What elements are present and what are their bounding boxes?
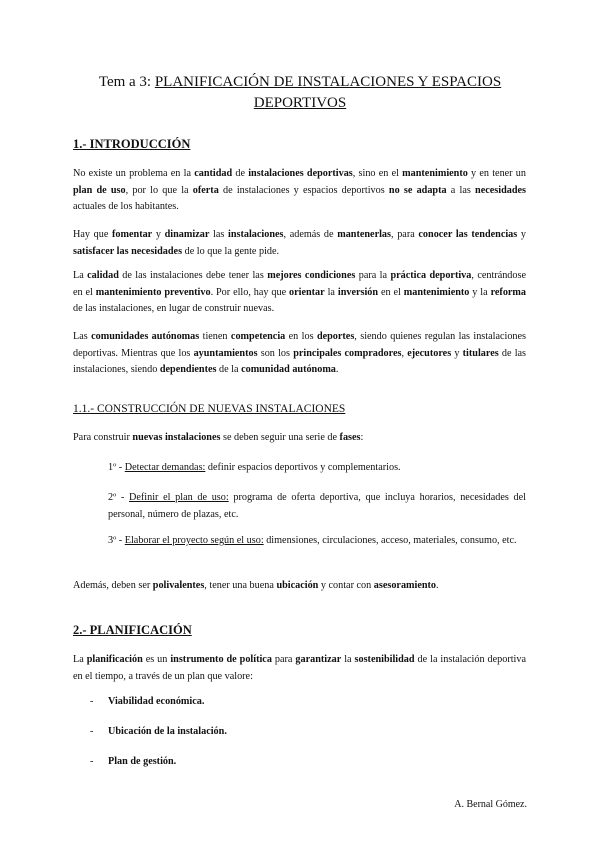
text-run: tienen (199, 331, 231, 342)
section-1-paragraph-3 (73, 268, 526, 318)
text-run: para la (355, 270, 391, 281)
bold-term: mantenimiento (402, 168, 468, 179)
bold-term: ubicación (276, 580, 319, 591)
text-run: , además de (283, 229, 338, 240)
text-run: , por lo que la (125, 184, 193, 196)
section-1-paragraph-4 (73, 329, 526, 379)
phase-label: Detectar demandas: (124, 462, 206, 473)
bold-term: principales compradores (293, 347, 402, 359)
bullet-item-1 (90, 696, 204, 707)
bold-term: comunidad autónoma (241, 364, 336, 375)
phase-text: programa de oferta deportiva, que incluya horarios, necesidades del personal, número de plazas, etc. (108, 492, 526, 520)
text-run: Las (73, 331, 92, 342)
section-1-paragraph-1 (73, 166, 526, 216)
text-run: , centrándose en el (73, 270, 526, 298)
phase-item-3 (108, 533, 526, 550)
text-run: , siendo quienes regulan las instalaciones deportivas. Mientras que los (73, 331, 526, 359)
title-main-line-1: PLANIFICACIÓN DE INSTALACIONES Y ESPACIOS (154, 74, 502, 90)
bold-term: necesidades (475, 184, 526, 196)
bold-term: deportes (316, 331, 355, 342)
text-run: y contar con (318, 580, 374, 591)
bold-term: mejores condiciones (267, 270, 356, 281)
bold-term: sostenibilidad (354, 654, 415, 665)
page-footer-author: A. Bernal Gómez. (454, 799, 527, 810)
bold-term: competencia (230, 331, 286, 342)
bullet-item-3 (90, 756, 176, 767)
phase-label: Definir el plan de uso: (129, 492, 229, 503)
text-run: la (341, 654, 355, 665)
bold-term: oferta (192, 184, 219, 196)
text-run: , (401, 347, 408, 359)
text-run: en el (378, 286, 404, 298)
text-run: Hay que (73, 229, 113, 240)
text-run: es un (142, 654, 171, 665)
text-run: actuales de los habitantes. (73, 201, 179, 212)
bullet-item-2 (90, 726, 227, 737)
bold-term: mantenerlas (337, 229, 391, 240)
bold-term: mantenimiento preventivo (95, 286, 211, 298)
title-line-2 (60, 93, 540, 114)
text-run: , sino en el (352, 168, 403, 179)
document-title (60, 72, 540, 114)
bold-term: no se adapta (388, 184, 447, 196)
bold-term: fomentar (112, 229, 153, 240)
text-run: Además, deben ser (73, 580, 153, 591)
bold-term: inversión (337, 286, 379, 298)
section-1-paragraph-2 (73, 227, 526, 260)
bullet-text: Viabilidad económica. (108, 696, 205, 707)
bold-term: cantidad (194, 168, 233, 179)
subsection-outro (73, 578, 526, 595)
text-run: de las instalaciones debe tener las (118, 270, 268, 281)
text-run: Para construir (73, 432, 133, 443)
bold-term: planificación (86, 654, 143, 665)
text-run: de la instalación deportiva en el tiempo, a través de un plan que valore: (73, 654, 526, 682)
text-run: y la (469, 286, 491, 298)
text-run: : (360, 432, 364, 443)
text-run: . (335, 364, 339, 375)
text-run: La (73, 654, 87, 665)
section-2-paragraph-1 (73, 652, 526, 685)
bold-term: ejecutores (407, 347, 452, 359)
text-run: las (209, 229, 229, 240)
phase-item-1 (108, 460, 526, 477)
bullet-dash: - (90, 726, 94, 737)
text-run: de las instalaciones, siendo (73, 347, 527, 375)
text-run: . (436, 580, 439, 591)
text-run: y en tener un (467, 168, 526, 179)
bold-term: fases (339, 432, 361, 443)
bullet-dash: - (90, 696, 94, 707)
bold-term: satisfacer las necesidades (73, 245, 183, 257)
bold-term: reforma (490, 286, 527, 298)
bold-term: polivalentes (152, 580, 205, 591)
text-run: , para (390, 229, 419, 240)
text-run: y (517, 229, 526, 240)
bold-term: práctica deportiva (390, 270, 472, 281)
text-run: para (271, 654, 296, 665)
bold-term: garantizar (295, 654, 342, 665)
text-run: a las (446, 184, 476, 196)
phase-number: 3º - (108, 535, 125, 546)
phase-label: Elaborar el proyecto según el uso: (124, 535, 264, 546)
bold-term: instrumento de política (170, 654, 272, 665)
phase-number: 2º - (108, 492, 130, 503)
text-run: y (152, 229, 165, 240)
text-run: . Por ello, hay que (210, 286, 290, 298)
bullet-text: Plan de gestión. (108, 756, 177, 767)
phase-item-2 (108, 490, 526, 523)
bold-term: plan de uso (73, 184, 126, 196)
text-run: son los (257, 347, 294, 359)
subsection-intro (73, 430, 526, 447)
text-run: en los (285, 331, 317, 342)
text-run: No existe un problema en la (73, 168, 195, 179)
section-1-heading: 1.- INTRODUCCIÓN (73, 137, 191, 151)
bold-term: dependientes (159, 364, 217, 375)
phase-text: dimensiones, circulaciones, acceso, materiales, consumo, etc. (263, 535, 517, 546)
bold-term: instalaciones deportivas (248, 168, 353, 179)
section-2-heading: 2.- PLANIFICACIÓN (73, 623, 192, 637)
title-prefix: Tem a 3: (98, 74, 155, 90)
text-run: de (232, 168, 249, 179)
bold-term: nuevas instalaciones (132, 432, 221, 443)
title-main-line-2: DEPORTIVOS (253, 95, 347, 111)
phase-number: 1º - (108, 462, 125, 473)
bold-term: ayuntamientos (193, 347, 258, 359)
bold-term: comunidades autónomas (91, 331, 200, 342)
bold-term: conocer las tendencias (418, 229, 518, 240)
text-run: , tener una buena (204, 580, 277, 591)
bold-term: asesoramiento (373, 580, 437, 591)
bullet-text: Ubicación de la instalación. (108, 726, 227, 737)
bold-term: dinamizar (164, 229, 210, 240)
bold-term: calidad (87, 270, 119, 281)
text-run: de lo que la gente pide. (182, 245, 280, 257)
phase-text: definir espacios deportivos y complementarios. (205, 462, 401, 473)
bold-term: mantenimiento (403, 286, 470, 298)
bold-term: instalaciones (228, 229, 284, 240)
bullet-dash: - (90, 756, 94, 767)
text-run: de las instalaciones, en lugar de construir nuevas. (73, 303, 275, 314)
title-line-1 (60, 72, 540, 93)
text-run: se deben seguir una serie de (220, 432, 340, 443)
bold-term: titulares (462, 347, 499, 359)
text-run: y (451, 347, 463, 359)
subsection-1-1-heading: 1.1.- CONSTRUCCIÓN DE NUEVAS INSTALACIONES (73, 403, 346, 415)
text-run: de la (216, 364, 242, 375)
text-run: la (324, 286, 338, 298)
bold-term: orientar (289, 286, 325, 298)
text-run: La (73, 270, 88, 281)
text-run: de instalaciones y espacios deportivos (218, 184, 389, 196)
